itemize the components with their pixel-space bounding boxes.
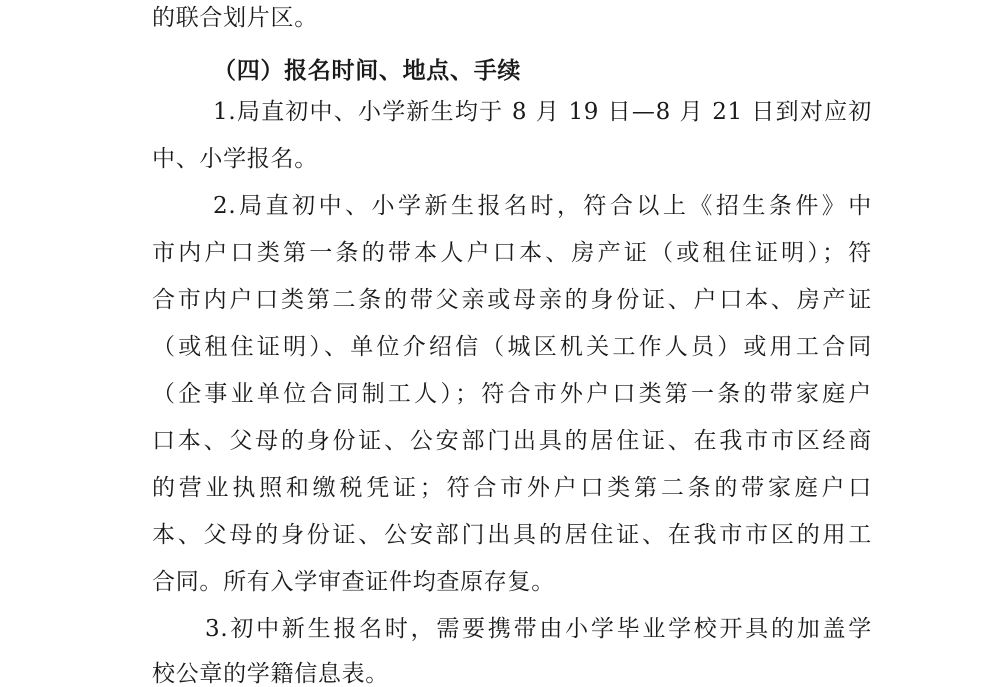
text-line-15: 校公章的学籍信息表。	[152, 661, 389, 687]
text-line-3: 1.局直初中、小学新生均于 8 月 19 日—8 月 21 日到对应初	[213, 99, 872, 125]
text-line-13: 合同。所有入学审查证件均查原存复。	[152, 569, 555, 595]
text-line-1: 的联合划片区。	[152, 5, 318, 31]
text-line-10: 口本、父母的身份证、公安部门出具的居住证、在我市市区经商	[152, 428, 872, 454]
section-heading: （四）报名时间、地点、手续	[213, 57, 522, 84]
text-line-8: （或租住证明）、单位介绍信（城区机关工作人员）或用工合同	[152, 334, 872, 360]
text-line-7: 合市内户口类第二条的带父亲或母亲的身份证、户口本、房产证	[152, 287, 872, 313]
text-line-6: 市内户口类第一条的带本人户口本、房产证（或租住证明）；符	[152, 240, 872, 266]
text-line-14: 3.初中新生报名时，需要携带由小学毕业学校开具的加盖学	[205, 616, 872, 642]
text-line-12: 本、父母的身份证、公安部门出具的居住证、在我市市区的用工	[152, 522, 872, 548]
text-line-4: 中、小学报名。	[152, 146, 318, 172]
text-line-5: 2.局直初中、小学新生报名时，符合以上《招生条件》中	[213, 193, 872, 219]
text-line-11: 的营业执照和缴税凭证；符合市外户口类第二条的带家庭户口	[152, 475, 872, 501]
text-line-9: （企事业单位合同制工人）；符合市外户口类第一条的带家庭户	[152, 381, 872, 407]
